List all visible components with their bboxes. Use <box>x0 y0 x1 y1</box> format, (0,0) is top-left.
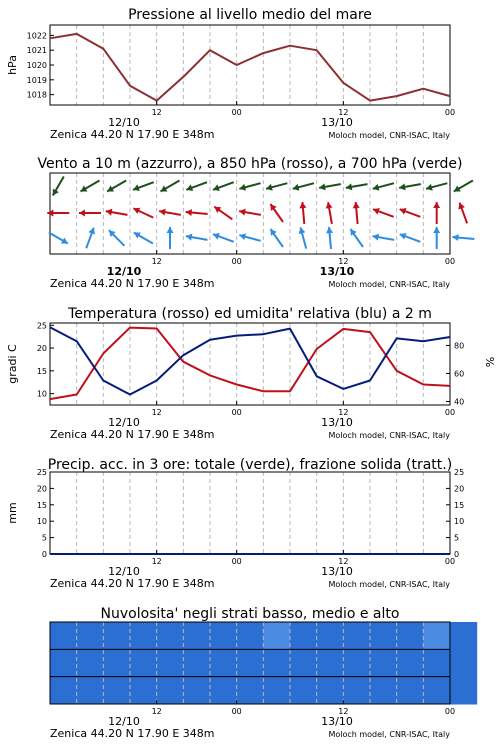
cloud-cell-basso <box>210 677 237 705</box>
wind-arrow-700-hPa <box>454 181 473 192</box>
wind-arrow-10-m <box>326 227 333 249</box>
cloud-cell-alto <box>103 622 130 650</box>
wind-arrow-850-hPa <box>239 209 261 216</box>
pressure-ytick-label: 1019 <box>26 75 47 85</box>
pressure-ytick-label: 1022 <box>26 31 47 41</box>
cloud-cell-alto <box>263 622 290 650</box>
precip-right-ytick-label: 0 <box>454 550 460 559</box>
cloud-xtick-label: 00 <box>231 707 242 716</box>
wind-arrow-700-hPa <box>80 181 99 192</box>
cloud-cell-basso <box>397 677 424 705</box>
wind-arrow-10-m <box>270 229 283 247</box>
cloud-cell-alto <box>397 622 424 650</box>
temperature-date-label: 13/10 <box>321 416 353 429</box>
precip-xtick-label: 00 <box>444 557 456 566</box>
pressure-location: Zenica 44.20 N 17.90 E 348m <box>50 128 215 141</box>
cloud-cell-basso <box>50 677 77 705</box>
humidity-ytick-label: 80 <box>454 341 465 351</box>
wind-arrow-10-m <box>373 234 395 241</box>
cloud-cell-alto <box>317 622 344 650</box>
cloud-location: Zenica 44.20 N 17.90 E 348m <box>50 727 215 740</box>
wind-arrow-700-hPa <box>107 181 126 192</box>
pressure-xtick-label: 00 <box>231 108 242 117</box>
wind-arrow-700-hPa <box>346 183 368 190</box>
cloud-cell-basso <box>370 677 397 705</box>
wind-arrow-850-hPa <box>79 210 101 217</box>
wind-date-label: 13/10 <box>319 265 355 278</box>
cloud-cell-medio <box>370 649 397 677</box>
temperature-xtick-label: 12 <box>151 408 162 417</box>
cloud-cell-alto <box>157 622 184 650</box>
cloud-cell-basso <box>263 677 290 705</box>
wind-arrow-850-hPa <box>159 209 181 216</box>
cloud-cell-medio <box>397 649 424 677</box>
precip-xtick-label: 00 <box>231 557 242 566</box>
wind-arrow-10-m <box>167 227 174 249</box>
cloud-cell-alto <box>290 622 317 650</box>
cloud-cell-basso <box>290 677 317 705</box>
temperature-xtick-label: 00 <box>231 408 242 417</box>
precip-ytick-label: 5 <box>41 533 47 543</box>
wind-arrow-700-hPa <box>426 183 447 190</box>
cloud-cell-medio <box>210 649 237 677</box>
pressure-ytick-label: 1021 <box>26 46 47 56</box>
cloud-cell-medio <box>77 649 104 677</box>
cloud-cell-alto <box>130 622 157 650</box>
pressure-title: Pressione al livello medio del mare <box>128 7 372 23</box>
wind-arrow-10-m <box>239 233 260 240</box>
cloud-cell-basso <box>103 677 130 705</box>
cloud-xtick-label: 12 <box>151 707 162 716</box>
temperature-ytick-label: 25 <box>36 321 47 331</box>
wind-arrow-10-m <box>452 234 474 241</box>
cloud-cell-basso <box>130 677 157 705</box>
cloud-xtick-label: 12 <box>338 707 349 716</box>
temperature-panel <box>6 306 496 441</box>
wind-arrow-10-m <box>49 233 68 244</box>
temperature-y-label: gradi C <box>6 344 19 384</box>
cloud-cell-alto <box>450 622 477 650</box>
cloud-cell-medio <box>130 649 157 677</box>
precip-panel <box>6 457 464 590</box>
precip-frame <box>50 472 450 554</box>
temperature-line <box>50 328 450 400</box>
cloud-xtick-label: 00 <box>444 707 456 716</box>
wind-arrow-700-hPa <box>133 182 154 191</box>
wind-arrow-700-hPa <box>399 183 421 190</box>
cloud-cell-medio <box>317 649 344 677</box>
cloud-cell-basso <box>77 677 104 705</box>
temperature-ytick-label: 20 <box>36 344 47 354</box>
precip-xtick-label: 12 <box>151 557 162 566</box>
cloud-cell-alto <box>210 622 237 650</box>
wind-xtick-label: 12 <box>338 257 349 266</box>
wind-arrow-850-hPa <box>299 202 306 224</box>
wind-arrow-700-hPa <box>239 183 260 190</box>
precip-right-ytick-label: 10 <box>454 517 465 527</box>
cloud-title: Nuvolosita' negli strati basso, medio e alto <box>100 606 400 622</box>
cloud-cell-basso <box>157 677 184 705</box>
wind-arrow-10-m <box>433 227 440 249</box>
wind-panel <box>37 156 474 290</box>
humidity-ytick-label: 40 <box>454 397 465 407</box>
precip-title: Precip. acc. in 3 ore: totale (verde), frazione solida (tratt.) <box>47 457 453 473</box>
precip-date-label: 12/10 <box>108 565 140 578</box>
cloud-cell-medio <box>50 649 77 677</box>
wind-arrow-10-m <box>186 234 208 241</box>
precip-y-label: mm <box>6 502 19 524</box>
wind-arrow-10-m <box>109 230 125 246</box>
cloud-credit: Moloch model, CNR-ISAC, Italy <box>328 730 450 739</box>
cloud-cell-alto <box>183 622 210 650</box>
wind-date-label: 12/10 <box>106 265 142 278</box>
cloud-cell-alto <box>370 622 397 650</box>
wind-arrow-850-hPa <box>433 202 440 224</box>
wind-location: Zenica 44.20 N 17.90 E 348m <box>50 277 215 290</box>
wind-arrow-850-hPa <box>326 202 333 224</box>
wind-arrow-10-m <box>213 233 234 242</box>
temperature-location: Zenica 44.20 N 17.90 E 348m <box>50 428 215 441</box>
wind-arrow-700-hPa <box>213 182 234 191</box>
wind-xtick-label: 00 <box>444 257 456 266</box>
wind-arrow-850-hPa <box>186 209 208 216</box>
cloud-cell-basso <box>343 677 370 705</box>
cloud-cell-basso <box>317 677 344 705</box>
temperature-ytick-label: 10 <box>36 389 47 399</box>
cloud-cell-alto <box>343 622 370 650</box>
wind-arrow-850-hPa <box>47 210 69 217</box>
precip-ytick-label: 0 <box>41 550 47 559</box>
wind-arrow-700-hPa <box>266 183 287 190</box>
wind-xtick-label: 00 <box>231 257 242 266</box>
wind-arrow-850-hPa <box>270 204 283 222</box>
wind-arrow-10-m <box>350 229 363 247</box>
cloud-cell-basso <box>183 677 210 705</box>
cloud-cell-basso <box>450 677 477 705</box>
cloud-cell-alto <box>50 622 77 650</box>
cloud-cell-alto <box>423 622 450 650</box>
cloud-cell-medio <box>343 649 370 677</box>
pressure-xtick-label: 12 <box>338 108 349 117</box>
cloud-cell-basso <box>423 677 450 705</box>
wind-arrow-700-hPa <box>319 183 341 190</box>
precip-location: Zenica 44.20 N 17.90 E 348m <box>50 577 215 590</box>
pressure-xtick-label: 12 <box>151 108 162 117</box>
humidity-y-label: % <box>483 356 496 368</box>
wind-arrow-700-hPa <box>373 183 394 190</box>
pressure-date-label: 13/10 <box>321 116 353 129</box>
wind-credit: Moloch model, CNR-ISAC, Italy <box>328 280 450 289</box>
pressure-xtick-label: 00 <box>444 108 456 117</box>
pressure-y-label: hPa <box>6 55 19 75</box>
wind-arrow-10-m <box>400 233 421 242</box>
wind-arrow-700-hPa <box>186 182 207 191</box>
cloud-cell-medio <box>423 649 450 677</box>
wind-arrow-10-m <box>86 228 95 249</box>
pressure-line <box>50 34 450 101</box>
precip-xtick-label: 12 <box>338 557 349 566</box>
temperature-title: Temperatura (rosso) ed umidita' relativa (blu) a 2 m <box>68 306 432 322</box>
pressure-date-label: 12/10 <box>108 116 140 129</box>
wind-arrow-850-hPa <box>353 202 360 224</box>
wind-arrow-850-hPa <box>400 208 421 217</box>
temperature-credit: Moloch model, CNR-ISAC, Italy <box>328 431 450 440</box>
temperature-date-label: 12/10 <box>108 416 140 429</box>
cloud-panel <box>50 606 477 740</box>
precip-ytick-label: 25 <box>36 468 47 477</box>
precip-right-ytick-label: 15 <box>454 500 465 510</box>
wind-arrow-850-hPa <box>373 208 394 217</box>
wind-arrow-10-m <box>299 227 307 248</box>
pressure-frame <box>50 25 450 105</box>
wind-arrow-10-m <box>134 232 153 243</box>
precip-right-ytick-label: 25 <box>454 468 465 477</box>
temperature-xtick-label: 12 <box>338 408 349 417</box>
cloud-date-label: 13/10 <box>321 715 353 728</box>
precip-ytick-label: 15 <box>36 500 47 510</box>
cloud-cell-medio <box>290 649 317 677</box>
pressure-ytick-label: 1020 <box>26 61 47 70</box>
wind-arrow-850-hPa <box>458 203 467 224</box>
cloud-cell-alto <box>77 622 104 650</box>
cloud-cell-medio <box>183 649 210 677</box>
humidity-ytick-label: 60 <box>454 369 465 379</box>
wind-arrow-850-hPa <box>106 209 128 216</box>
cloud-cell-medio <box>103 649 130 677</box>
cloud-cell-medio <box>450 649 477 677</box>
cloud-cell-alto <box>237 622 264 650</box>
pressure-credit: Moloch model, CNR-ISAC, Italy <box>328 131 450 140</box>
cloud-date-label: 12/10 <box>108 715 140 728</box>
wind-arrow-850-hPa <box>133 208 153 218</box>
temperature-ytick-label: 15 <box>36 366 47 376</box>
precip-credit: Moloch model, CNR-ISAC, Italy <box>328 580 450 589</box>
cloud-cell-basso <box>237 677 264 705</box>
precip-date-label: 13/10 <box>321 565 353 578</box>
wind-xtick-label: 12 <box>151 257 162 266</box>
cloud-cell-medio <box>157 649 184 677</box>
temperature-xtick-label: 00 <box>444 408 456 417</box>
wind-arrow-700-hPa <box>53 177 64 196</box>
pressure-panel <box>6 7 455 141</box>
precip-right-ytick-label: 20 <box>454 484 465 494</box>
wind-arrow-700-hPa <box>293 183 314 190</box>
pressure-ytick-label: 1018 <box>26 90 47 100</box>
cloud-cell-medio <box>263 649 290 677</box>
precip-right-ytick-label: 5 <box>454 533 460 543</box>
wind-arrow-700-hPa <box>160 181 179 192</box>
precip-ytick-label: 10 <box>36 517 47 527</box>
cloud-cell-medio <box>237 649 264 677</box>
wind-title: Vento a 10 m (azzurro), a 850 hPa (rosso), a 700 hPa (verde) <box>37 156 463 172</box>
wind-arrow-850-hPa <box>214 207 232 220</box>
precip-ytick-label: 20 <box>36 484 47 494</box>
